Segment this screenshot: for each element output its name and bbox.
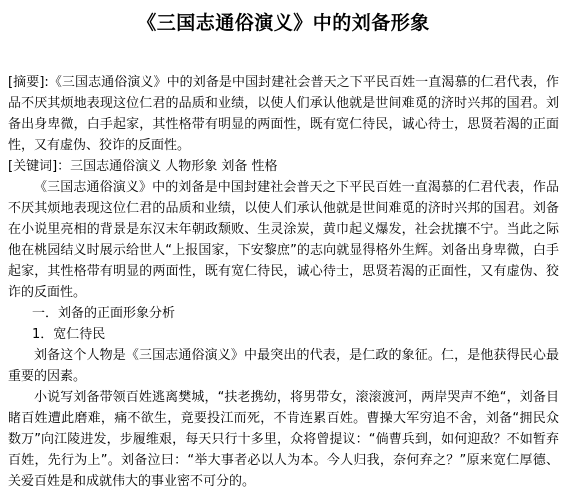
section-heading: 一．刘备的正面形象分析 — [32, 306, 176, 321]
body-paragraph: 小说写刘备带领百姓逃离樊城，“扶老携幼，将男带女，滚滚渡河，两岸哭声不绝“，刘备目睹百姓遭此磨难，痛不欲生，竟要投江而死，不肯连累百姓。曹操大军穷追不舍，刘备“拥民众数万”向江陵进发，步履维艰，每天只行十多里，众将曾提议：“倘曹兵到，如何迎敌？不如暂弃百姓，先行为上”。刘备泣曰：“举大事者必以人为本。今人归我，奈何弃之？”原来宽仁厚德、关爱百姓是和成就伟大的事业密不可分的。 — [8, 390, 559, 489]
document-title: 《三国志通俗演义》中的刘备形象 — [137, 12, 430, 34]
body-paragraph: 刘备这个人物是《三国志通俗演义》中最突出的代表，是仁政的象征。仁，是他获得民心最重要的因素。 — [8, 348, 559, 384]
subsection-heading: 1．宽仁待民 — [32, 327, 106, 342]
intro-paragraph: 《三国志通俗演义》中的刘备是中国封建社会普天之下平民百姓一直渴慕的仁君代表，作品不厌其烦地表现这位仁君的品质和业绩，以使人们承认他就是世间难觅的济时兴邦的国君。刘备在小说里亮相的背景是东汉末年朝政颓败、生灵涂炭，黄巾起义爆发，社会扰攘不宁。当此之际他在桃园结义时展示给世人“上报国家，下安黎庶”的志向就显得格外生辉。刘备出身卑微，白手起家，其性格带有明显的两面性，既有宽仁待民，诚心待士，思贤若渴的正面性，又有虚伪、狡诈的反面性。 — [8, 180, 559, 300]
keywords-line: [关键词]：三国志通俗演义 人物形象 刘备 性格 — [8, 159, 278, 174]
abstract-paragraph: [摘要]:《三国志通俗演义》中的刘备是中国封建社会普天之下平民百姓一直渴慕的仁君代表，作品不厌其烦地表现这位仁君的品质和业绩，以使人们承认他就是世间难觅的济时兴邦的国君。刘备出身卑微，白手起家，其性格带有明显的两面性，既有宽仁待民，诚心待士，思贤若渴的正面性，又有虚伪、狡诈的反面性。 — [8, 75, 559, 153]
